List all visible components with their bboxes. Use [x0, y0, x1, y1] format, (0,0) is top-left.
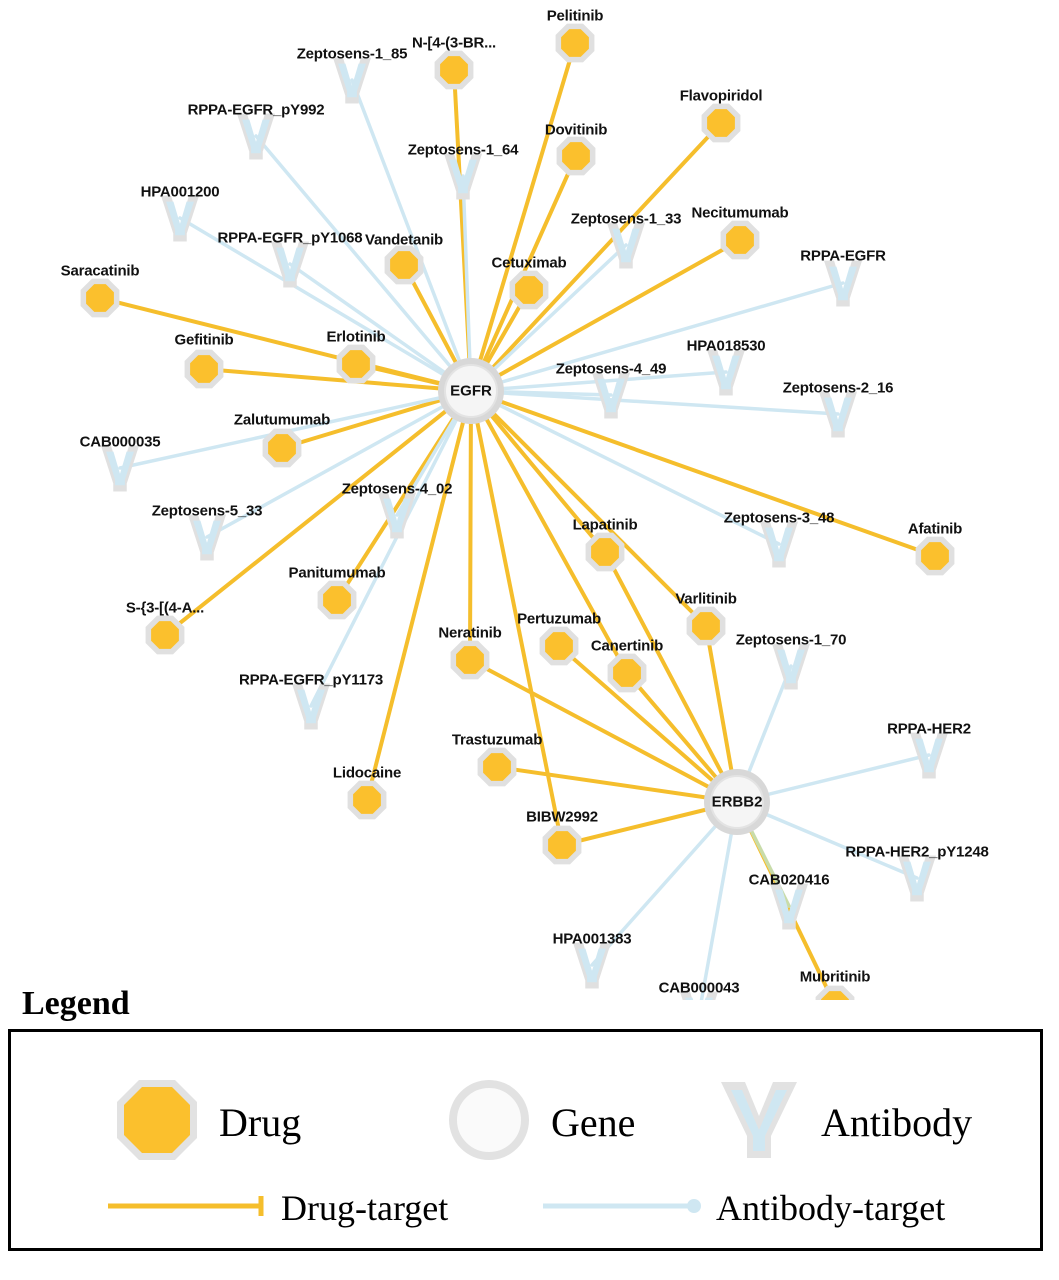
legend-item-antibody — [711, 1072, 972, 1173]
legend-box — [8, 1029, 1043, 1251]
legend-label-drug: Drug — [219, 1100, 302, 1145]
drug-node[interactable] — [543, 826, 582, 865]
legend-item-antibody-target — [541, 1187, 945, 1229]
antibody-node-label: Zeptosens-1_70 — [735, 631, 847, 649]
drug-node[interactable] — [185, 350, 224, 389]
antibody-node-label: Zeptosens-1_64 — [407, 141, 519, 159]
drug-node-label: Zalutumumab — [233, 411, 331, 429]
drug-node-label: Varlitinib — [675, 590, 737, 608]
graph-edge — [471, 43, 575, 391]
antibody-node-label: CAB000043 — [658, 979, 740, 997]
antibody-node-label: Zeptosens-1_85 — [296, 45, 408, 63]
gene-icon — [441, 1072, 537, 1173]
drug-node-label: Gefitinib — [174, 331, 234, 349]
drug-node[interactable] — [435, 51, 474, 90]
antibody-node-label: Zeptosens-2_16 — [782, 379, 894, 397]
legend-item-drug — [109, 1072, 301, 1173]
drug-node-label: Vandetanib — [364, 231, 444, 249]
drug-node-label: Panitumumab — [288, 564, 386, 582]
antibody-node-label: RPPA-HER2 — [887, 720, 971, 738]
antibody-node-label: Zeptosens-4_49 — [555, 360, 667, 378]
antibody-node-label: Zeptosens-5_33 — [151, 502, 263, 520]
drug-node[interactable] — [348, 781, 387, 820]
drug-node[interactable] — [687, 607, 726, 646]
drug-node-label: Pertuzumab — [517, 610, 601, 628]
drug-node-label: Mubritinib — [799, 968, 871, 986]
drug-node-label: Cetuximab — [491, 254, 567, 272]
graph-edge — [470, 391, 471, 660]
drug-node[interactable] — [337, 345, 376, 384]
antibody-node-label: HPA001200 — [140, 183, 220, 201]
antibody-node-label: CAB000035 — [79, 433, 161, 451]
antibody-node-label: RPPA-EGFR_pY1173 — [238, 671, 384, 689]
antibody-target-edge-icon — [541, 1194, 706, 1223]
antibody-node-label: HPA001383 — [552, 930, 632, 948]
drug-target-edge-icon — [106, 1194, 271, 1223]
antibody-node-label: RPPA-EGFR_pY992 — [187, 101, 325, 119]
antibody-node-label: Zeptosens-4_02 — [341, 480, 453, 498]
drug-node[interactable] — [586, 533, 625, 572]
antibody-node-label: CAB020416 — [748, 871, 830, 889]
drug-node-label: Necitumumab — [691, 204, 789, 222]
drug-node-label: Pelitinib — [546, 7, 604, 25]
antibody-node-label: Zeptosens-3_48 — [723, 509, 835, 527]
antibody-icon — [711, 1072, 807, 1173]
legend-label-gene: Gene — [551, 1100, 636, 1145]
drug-node-label: Erlotinib — [326, 328, 386, 346]
drug-node[interactable] — [557, 137, 596, 176]
drug-node[interactable] — [556, 24, 595, 63]
drug-node[interactable] — [916, 537, 955, 576]
drug-node[interactable] — [263, 429, 302, 468]
antibody-node-label: HPA018530 — [686, 337, 766, 355]
drug-node-label: Flavopiridol — [679, 87, 763, 105]
legend-label-antibody: Antibody — [821, 1100, 973, 1145]
legend — [8, 985, 1051, 1251]
antibody-node-label: RPPA-EGFR_pY1068 — [217, 229, 363, 247]
drug-icon — [109, 1072, 205, 1173]
drug-node[interactable] — [478, 748, 517, 787]
drug-node[interactable] — [385, 246, 424, 285]
drug-node[interactable] — [540, 627, 579, 666]
drug-node[interactable] — [81, 279, 120, 318]
drug-node[interactable] — [510, 271, 549, 310]
drug-node-label: Lapatinib — [572, 516, 638, 534]
drug-node[interactable] — [721, 221, 760, 260]
drug-node-label: Dovitinib — [544, 121, 608, 139]
drug-node-label: BIBW2992 — [526, 808, 598, 826]
drug-node-label: Trastuzumab — [451, 731, 543, 749]
antibody-node-label: RPPA-EGFR — [800, 247, 886, 265]
drug-node-label: S-{3-[(4-A... — [125, 599, 205, 617]
legend-item-drug-target — [106, 1187, 448, 1229]
drug-node-label: Neratinib — [438, 624, 502, 642]
drug-node-label: Canertinib — [590, 637, 664, 655]
drug-node[interactable] — [146, 616, 185, 655]
gene-node-label: ERBB2 — [711, 793, 763, 811]
gene-node-label: EGFR — [450, 382, 492, 400]
drug-node[interactable] — [702, 104, 741, 143]
drug-node[interactable] — [451, 641, 490, 680]
legend-title: Legend — [22, 985, 130, 1022]
antibody-node-label: RPPA-HER2_pY1248 — [845, 843, 989, 861]
drug-node-label: N-[4-(3-BR... — [411, 34, 497, 52]
legend-label-drug-target: Drug-target — [281, 1188, 449, 1228]
legend-item-gene — [441, 1072, 635, 1173]
graph-edge — [311, 391, 471, 706]
graph-edge — [471, 391, 706, 626]
legend-label-antibody-target: Antibody-target — [716, 1188, 946, 1228]
drug-node[interactable] — [608, 654, 647, 693]
drug-node-label: Afatinib — [907, 520, 963, 538]
drug-node-label: Saracatinib — [60, 262, 140, 280]
drug-node-label: Lidocaine — [332, 764, 402, 782]
antibody-node-label: Zeptosens-1_33 — [570, 210, 682, 228]
drug-node[interactable] — [318, 581, 357, 620]
